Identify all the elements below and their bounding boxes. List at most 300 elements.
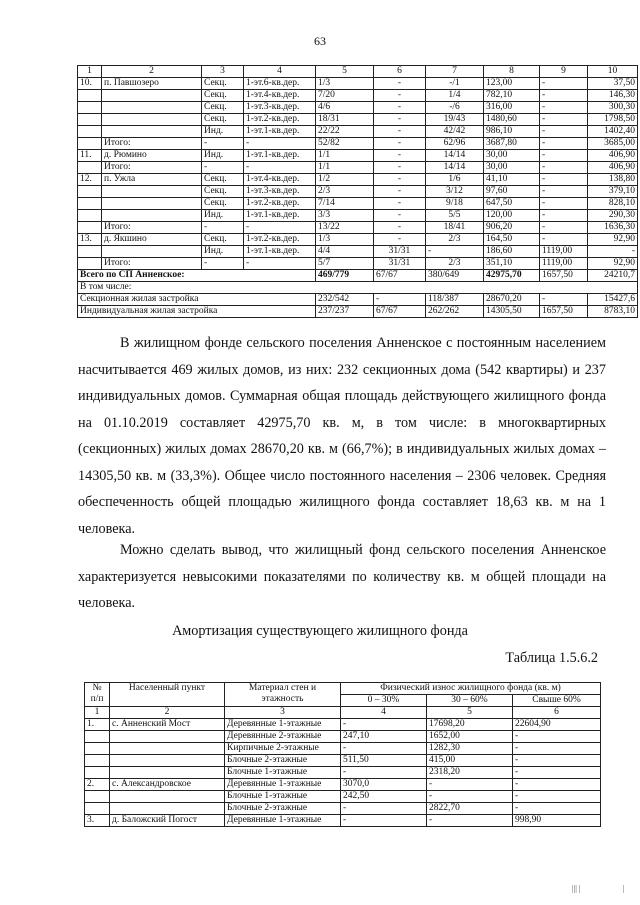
value-cell: - [513,731,601,743]
settlement-cell [102,114,202,126]
value-cell: - [540,90,588,102]
value-cell: - [374,174,426,186]
settlement-cell [102,102,202,114]
row-number [78,210,102,222]
type-cell: Секц. [202,234,244,246]
value-cell: - [427,791,513,803]
value-cell: 351,10 [484,258,540,270]
row-number [85,767,110,779]
material-cell: 1-эт.3-кв.дер. [244,102,316,114]
value-cell: - [341,743,427,755]
table-row [78,90,638,102]
value-cell: 1/3 [316,78,374,90]
table-row [78,258,638,270]
value-cell: 1/1 [316,162,374,174]
row-number [78,246,102,258]
type-cell: Секц. [202,186,244,198]
value-cell: 379,10 [588,186,638,198]
value-cell: 1652,00 [427,731,513,743]
value-cell: - [540,198,588,210]
table-row [85,815,601,827]
value-cell: 97,60 [484,186,540,198]
table-row [78,234,638,246]
table-row [78,66,638,78]
table-row [78,162,638,174]
value-cell: 380/649 [426,270,484,282]
header-wear-0-30: 0 – 30% [341,695,427,707]
value-cell: 906,20 [484,222,540,234]
value-cell: - [374,234,426,246]
value-cell: 42975,70 [484,270,540,282]
table-row [85,743,601,755]
value-cell: 4/4 [316,246,374,258]
value-cell: 647,50 [484,198,540,210]
table-row [78,150,638,162]
material-cell: 1-эт.2-кв.дер. [244,198,316,210]
table-row [85,707,601,719]
value-cell: - [341,719,427,731]
value-cell: 41,10 [484,174,540,186]
value-cell: 92,90 [588,258,638,270]
settlement-cell [102,246,202,258]
material-cell: 1-эт.3-кв.дер. [244,186,316,198]
type-cell: Инд. [202,150,244,162]
row-number [85,803,110,815]
material-cell: Блочные 2-этажные [225,755,341,767]
row-number [78,126,102,138]
material-cell: 1-эт.1-кв.дер. [244,126,316,138]
row-number: 11. [78,150,102,162]
row-number [85,743,110,755]
value-cell: 19/43 [426,114,484,126]
settlement-cell [102,198,202,210]
row-number: 13. [78,234,102,246]
total-label: Всего по СП Анненское: [78,270,316,282]
material-cell: - [244,138,316,150]
value-cell: 262/262 [426,306,484,318]
value-cell: 2822,70 [427,803,513,815]
value-cell: - [540,162,588,174]
row-number [78,138,102,150]
value-cell: 120,00 [484,210,540,222]
type-cell: Секц. [202,198,244,210]
value-cell: - [540,186,588,198]
header-wear-over-60: Свыше 60% [513,695,601,707]
value-cell: 998,90 [513,815,601,827]
value-cell: 1636,30 [588,222,638,234]
value-cell: 14/14 [426,150,484,162]
value-cell: - [374,138,426,150]
table-row [78,126,638,138]
material-cell: - [244,222,316,234]
value-cell: 5/5 [426,210,484,222]
settlement-cell [102,210,202,222]
settlement-cell: Итого: [102,222,202,234]
value-cell: 118/387 [426,294,484,306]
value-cell: 30,00 [484,150,540,162]
value-cell: - [374,150,426,162]
value-cell: - [513,767,601,779]
settlement-cell: Итого: [102,138,202,150]
row-number: 1. [85,719,110,731]
value-cell: 28670,20 [484,294,540,306]
value-cell: 2318,20 [427,767,513,779]
value-cell: - [374,186,426,198]
value-cell: 3685,00 [588,138,638,150]
settlement-cell: с. Анненский Мост [110,719,225,731]
value-cell: 13/22 [316,222,374,234]
row-number [85,755,110,767]
value-cell: 42/42 [426,126,484,138]
material-cell: Блочные 1-этажные [225,767,341,779]
type-cell: Секц. [202,78,244,90]
value-cell: - [513,755,601,767]
material-cell: 1-эт.1-кв.дер. [244,150,316,162]
paragraph-housing-summary: В жилищном фонде сельского поселения Анненское с постоянным населением насчитывается 469 жилых домов, из них: 232 секционных дома (542 квартиры) и 237 индивидуальных домов. Суммарная общая площадь действующего жилищного фонда на 01.10.2019 составляет 42975,70 кв. м, в том числе: в многоквартирных (секционных) жилых домах 28670,20 кв. м (66,7%); в индивидуальных жилых домах – 14305,50 кв. м (33,3%). Общее число постоянного населения – 2306 человек. Средняя обеспеченность общей площадью жилищного фонда составляет 18,63 кв. м на 1 человека. [78,335,606,537]
type-cell: - [202,222,244,234]
table-row [85,803,601,815]
row-number [78,258,102,270]
value-cell: - [374,162,426,174]
material-cell: Деревянные 1-этажные [225,815,341,827]
table-row [78,222,638,234]
table-row [85,767,601,779]
table-row [85,683,601,695]
value-cell: 237/237 [316,306,374,318]
value-cell: 290,30 [588,210,638,222]
value-cell: 3687,80 [484,138,540,150]
settlement-cell [110,803,225,815]
value-cell: - [540,150,588,162]
material-cell: Деревянные 2-этажные [225,731,341,743]
material-cell: Блочные 2-этажные [225,803,341,815]
row-number [78,102,102,114]
value-cell: 1282,30 [427,743,513,755]
table-row [78,78,638,90]
type-cell: Секц. [202,114,244,126]
value-cell: -/6 [426,102,484,114]
value-cell: 67/67 [374,306,426,318]
paragraph-conclusion: Можно сделать вывод, что жилищный фонд сельского поселения Анненское характеризуется невысокими показателями по количеству кв. м общей площади на человека. [78,542,606,611]
value-cell: 232/542 [316,294,374,306]
value-cell: 469/779 [316,270,374,282]
material-cell: - [244,258,316,270]
column-index: 2 [102,66,202,78]
settlement-cell: с. Александровское [110,779,225,791]
value-cell: 511,50 [341,755,427,767]
settlement-cell: д. Рюмино [102,150,202,162]
row-number: 12. [78,174,102,186]
value-cell: - [540,222,588,234]
column-index: 7 [426,66,484,78]
value-cell: 22604,90 [513,719,601,731]
settlement-cell: д. Якшино [102,234,202,246]
including-label: В том числе: [78,282,638,294]
settlement-cell [110,731,225,743]
value-cell: - [513,803,601,815]
value-cell: 1657,50 [540,270,588,282]
material-cell: Кирпичные 2-этажные [225,743,341,755]
material-cell: Деревянные 1-этажные [225,719,341,731]
value-cell: 2/3 [316,186,374,198]
column-index: 8 [484,66,540,78]
settlement-cell [102,126,202,138]
value-cell: 22/22 [316,126,374,138]
material-cell: 1-эт.1-кв.дер. [244,210,316,222]
individual-label: Индивидуальная жилая застройка [78,306,316,318]
column-index: 5 [316,66,374,78]
value-cell: 14305,50 [484,306,540,318]
row-number: 3. [85,815,110,827]
value-cell: 2/3 [426,258,484,270]
value-cell: - [540,114,588,126]
column-index: 4 [244,66,316,78]
table-row [78,102,638,114]
depreciation-table [84,682,601,827]
value-cell: 15427,6 [588,294,638,306]
column-index: 6 [374,66,426,78]
value-cell: - [374,210,426,222]
footer-mark-right: | [623,884,625,893]
header-material: Материал стен и этажность [225,683,341,707]
row-number [78,90,102,102]
row-number: 2. [85,779,110,791]
table-row [78,114,638,126]
value-cell: - [374,114,426,126]
value-cell: 123,00 [484,78,540,90]
value-cell: 138,80 [588,174,638,186]
value-cell: 1798,50 [588,114,638,126]
value-cell: 2/3 [426,234,484,246]
table-row [85,791,601,803]
value-cell: 9/18 [426,198,484,210]
value-cell: 1657,50 [540,306,588,318]
table-row [78,186,638,198]
value-cell: - [540,78,588,90]
header-number: № п/п [85,683,110,707]
table-row [78,270,638,282]
value-cell: 7/14 [316,198,374,210]
table-row [78,198,638,210]
value-cell: - [540,138,588,150]
value-cell: 164,50 [484,234,540,246]
value-cell: - [374,198,426,210]
footer-mark: ||| | [572,884,581,893]
settlement-cell: Итого: [102,162,202,174]
value-cell: 300,30 [588,102,638,114]
housing-stock-table [77,65,638,318]
value-cell: 30,00 [484,162,540,174]
material-cell: 1-эт.6-кв.дер. [244,78,316,90]
settlement-cell: Итого: [102,258,202,270]
table-row [78,294,638,306]
value-cell: 92,90 [588,234,638,246]
value-cell: - [540,174,588,186]
column-index: 3 [202,66,244,78]
value-cell: - [540,234,588,246]
value-cell: 7/20 [316,90,374,102]
value-cell: 1402,40 [588,126,638,138]
table-row [78,306,638,318]
value-cell: - [427,815,513,827]
value-cell: - [341,803,427,815]
settlement-cell [102,186,202,198]
settlement-cell [110,743,225,755]
value-cell: - [374,78,426,90]
value-cell: 406,90 [588,150,638,162]
row-number [78,114,102,126]
table-row [78,282,638,294]
settlement-cell [110,755,225,767]
value-cell: 3070,0 [341,779,427,791]
material-cell: 1-эт.4-кв.дер. [244,90,316,102]
column-index: 4 [341,707,427,719]
value-cell: 52/82 [316,138,374,150]
type-cell: Секц. [202,174,244,186]
value-cell: - [540,294,588,306]
value-cell: - [540,126,588,138]
value-cell: - [513,779,601,791]
header-wear: Физический износ жилищного фонда (кв. м) [341,683,601,695]
material-cell: 1-эт.4-кв.дер. [244,174,316,186]
value-cell: 18/31 [316,114,374,126]
table-row [85,719,601,731]
table-row [78,246,638,258]
header-settlement: Населенный пункт [110,683,225,707]
table-row [85,779,601,791]
value-cell: 186,60 [484,246,540,258]
value-cell: - [588,246,638,258]
column-index: 1 [85,707,110,719]
value-cell: - [374,222,426,234]
column-index: 1 [78,66,102,78]
type-cell: - [202,138,244,150]
value-cell: - [374,126,426,138]
value-cell: 986,10 [484,126,540,138]
value-cell: 17698,20 [427,719,513,731]
column-index: 10 [588,66,638,78]
value-cell: 5/7 [316,258,374,270]
table-row [85,755,601,767]
settlement-cell [110,767,225,779]
value-cell: - [513,743,601,755]
value-cell: 1119,00 [540,246,588,258]
value-cell: 415,00 [427,755,513,767]
row-number [85,731,110,743]
value-cell: 4/6 [316,102,374,114]
value-cell: 37,50 [588,78,638,90]
value-cell: - [426,246,484,258]
sectional-label: Секционная жилая застройка [78,294,316,306]
value-cell: - [374,90,426,102]
material-cell: 1-эт.2-кв.дер. [244,114,316,126]
value-cell: 67/67 [374,270,426,282]
column-index: 2 [110,707,225,719]
value-cell: 1/4 [426,90,484,102]
column-index: 3 [225,707,341,719]
value-cell: 31/31 [374,258,426,270]
row-number [78,162,102,174]
material-cell: - [244,162,316,174]
table-row [85,731,601,743]
material-cell: 1-эт.1-кв.дер. [244,246,316,258]
column-index: 5 [427,707,513,719]
material-cell: Блочные 1-этажные [225,791,341,803]
value-cell: - [513,791,601,803]
column-index: 6 [513,707,601,719]
settlement-cell: п. Павшозеро [102,78,202,90]
value-cell: 1/6 [426,174,484,186]
settlement-cell [110,791,225,803]
value-cell: 14/14 [426,162,484,174]
value-cell: 1480,60 [484,114,540,126]
value-cell: - [540,102,588,114]
type-cell: Инд. [202,126,244,138]
value-cell: 31/31 [374,246,426,258]
value-cell: - [341,767,427,779]
value-cell: - [374,102,426,114]
material-cell: 1-эт.2-кв.дер. [244,234,316,246]
value-cell: 316,00 [484,102,540,114]
value-cell: 247,10 [341,731,427,743]
material-cell: Деревянные 1-этажные [225,779,341,791]
row-number [78,198,102,210]
value-cell: - [427,779,513,791]
value-cell: -/1 [426,78,484,90]
value-cell: 18/41 [426,222,484,234]
settlement-cell: п. Ужла [102,174,202,186]
row-number [78,186,102,198]
settlement-cell [102,90,202,102]
value-cell: 3/3 [316,210,374,222]
value-cell: 782,10 [484,90,540,102]
type-cell: Секц. [202,102,244,114]
column-index: 9 [540,66,588,78]
type-cell: Инд. [202,246,244,258]
table-row [78,138,638,150]
value-cell: - [341,815,427,827]
value-cell: 8783,10 [588,306,638,318]
table-row [78,210,638,222]
value-cell: 1/2 [316,174,374,186]
value-cell: 146,30 [588,90,638,102]
table-number: Таблица 1.5.6.2 [505,650,598,666]
type-cell: Секц. [202,90,244,102]
value-cell: 24210,7 [588,270,638,282]
value-cell: 1/1 [316,150,374,162]
value-cell: 828,10 [588,198,638,210]
value-cell: - [374,294,426,306]
value-cell: - [540,210,588,222]
settlement-cell: д. Баложский Погост [110,815,225,827]
value-cell: 242,50 [341,791,427,803]
row-number [85,791,110,803]
row-number [78,222,102,234]
type-cell: - [202,162,244,174]
row-number: 10. [78,78,102,90]
value-cell: 1/3 [316,234,374,246]
value-cell: 406,90 [588,162,638,174]
value-cell: 62/96 [426,138,484,150]
type-cell: - [202,258,244,270]
value-cell: 1119,00 [540,258,588,270]
page-number: 63 [314,34,326,48]
type-cell: Инд. [202,210,244,222]
value-cell: 3/12 [426,186,484,198]
table-row [78,174,638,186]
table-caption: Амортизация существующего жилищного фонда [172,623,468,639]
header-wear-30-60: 30 – 60% [427,695,513,707]
